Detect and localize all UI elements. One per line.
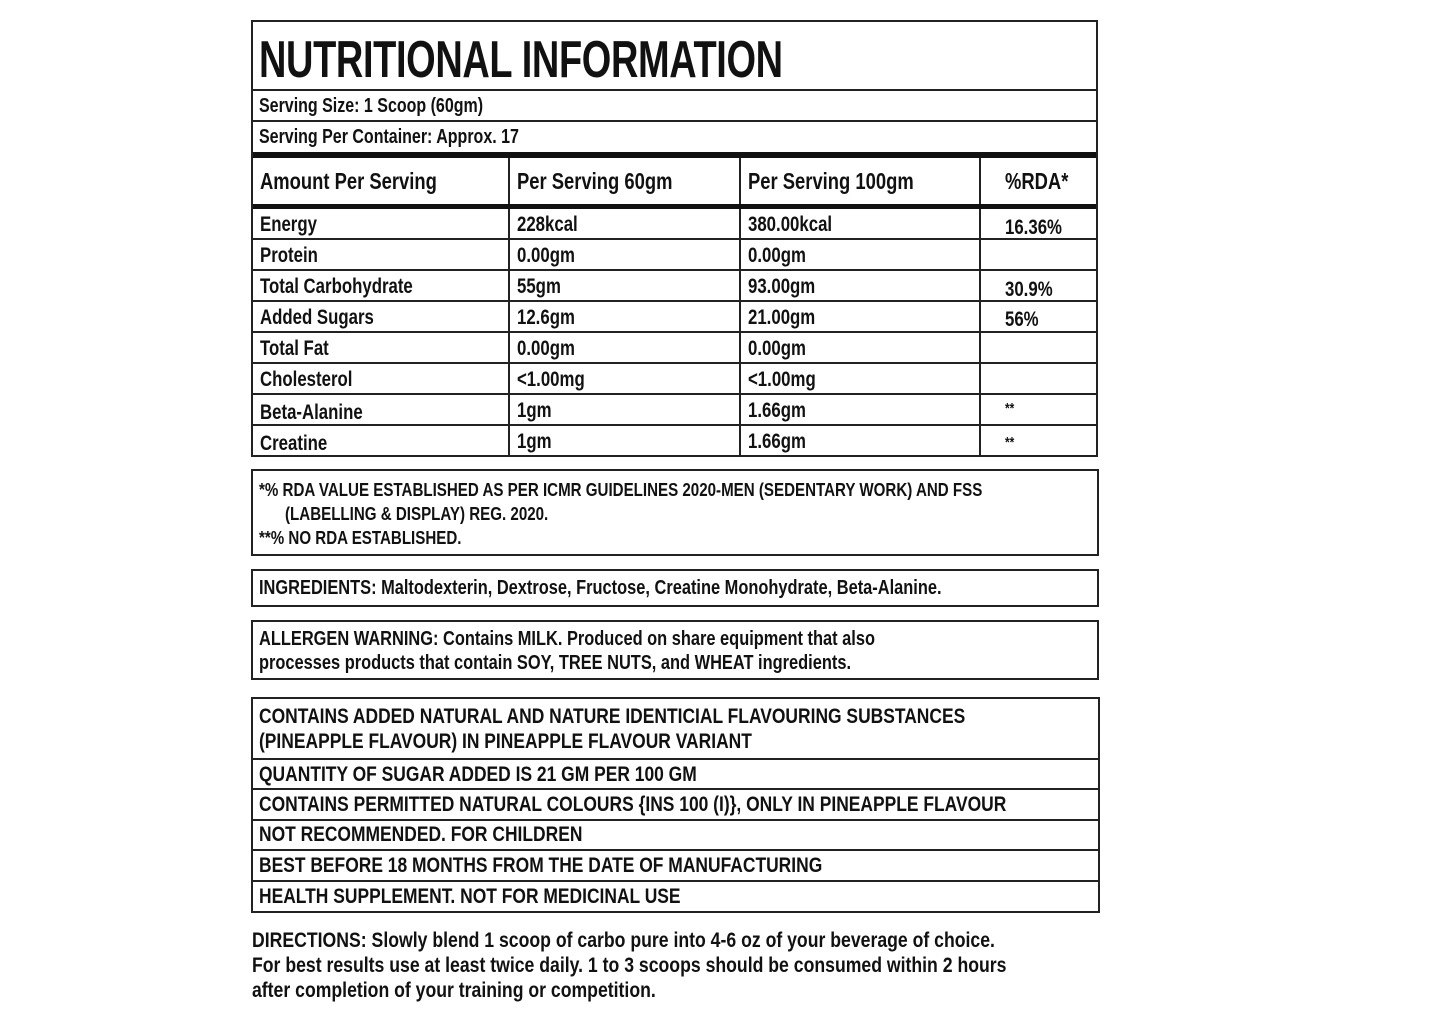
rda-note xyxy=(251,469,1099,556)
table-row xyxy=(253,364,1096,395)
servings-per-container-row xyxy=(253,122,1096,153)
nutrient-name: Total Fat xyxy=(260,337,329,360)
statements-box xyxy=(251,697,1100,913)
nutrient-rda: 16.36% xyxy=(1005,216,1062,239)
statement-colours: CONTAINS PERMITTED NATURAL COLOURS {INS 100 (I)}, ONLY IN PINEAPPLE FLAVOUR xyxy=(253,790,1098,821)
directions-label: DIRECTIONS: xyxy=(252,929,367,952)
table-row xyxy=(253,271,1096,302)
nutrient-per100: 1.66gm xyxy=(748,399,806,422)
nutrient-per60: 12.6gm xyxy=(517,306,575,329)
nutrient-name: Protein xyxy=(260,244,318,267)
statement-flavour: CONTAINS ADDED NATURAL AND NATURE IDENTICIAL FLAVOURING SUBSTANCES (PINEAPPLE FLAVOUR) IN PINEAPPLE FLAVOUR VARIANT xyxy=(253,699,1098,760)
nutrient-name: Added Sugars xyxy=(260,306,374,329)
ingredients-label: INGREDIENTS: xyxy=(259,577,377,599)
statement-best-before: BEST BEFORE 18 MONTHS FROM THE DATE OF MANUFACTURING xyxy=(253,851,1098,882)
servings-per-container: Serving Per Container: Approx. 17 xyxy=(259,126,519,148)
nutrient-per100: <1.00mg xyxy=(748,368,816,391)
rda-note-line3: **% NO RDA ESTABLISHED. xyxy=(259,528,462,548)
serving-size-row xyxy=(253,91,1096,122)
rda-note-line2: (LABELLING & DISPLAY) REG. 2020. xyxy=(285,504,549,524)
directions-line1: DIRECTIONS: Slowly blend 1 scoop of carbo pure into 4-6 oz of your beverage of choice. xyxy=(252,929,995,952)
directions xyxy=(252,928,1132,1003)
nutrition-title-row xyxy=(253,22,1096,91)
directions-line3: after completion of your training or competition. xyxy=(252,979,656,1002)
nutrient-per60: 1gm xyxy=(517,430,552,453)
nutrient-per60: 228kcal xyxy=(517,213,578,236)
nutrient-per60: 55gm xyxy=(517,275,561,298)
nutrition-title: NUTRITIONAL INFORMATION xyxy=(259,31,783,89)
nutrient-rda: 30.9% xyxy=(1005,278,1053,301)
nutrition-panel xyxy=(251,20,1098,457)
table-row xyxy=(253,426,1096,457)
nutrient-per100: 1.66gm xyxy=(748,430,806,453)
header-cell-per60: Per Serving 60gm xyxy=(508,158,739,204)
nutrient-name: Energy xyxy=(260,213,317,236)
ingredients-text xyxy=(259,577,942,600)
statement-sugar: QUANTITY OF SUGAR ADDED IS 21 GM PER 100 GM xyxy=(253,760,1098,790)
table-row xyxy=(253,302,1096,333)
directions-line2: For best results use at least twice daily. 1 to 3 scoops should be consumed within 2 hours xyxy=(252,954,1007,977)
nutrient-name: Total Carbohydrate xyxy=(260,275,413,298)
rda-note-line1: *% RDA VALUE ESTABLISHED AS PER ICMR GUIDELINES 2020-MEN (SEDENTARY WORK) AND FSS xyxy=(259,480,983,500)
nutrient-name: Cholesterol xyxy=(260,368,353,391)
ingredients-list: Maltodexterin, Dextrose, Fructose, Creatine Monohydrate, Beta-Alanine. xyxy=(376,577,942,599)
nutrient-per100: 0.00gm xyxy=(748,337,806,360)
nutrient-per100: 21.00gm xyxy=(748,306,816,329)
nutrient-per60: 0.00gm xyxy=(517,337,575,360)
nutrition-table-header xyxy=(253,158,1096,204)
ingredients-box xyxy=(251,569,1099,607)
nutrient-per100: 380.00kcal xyxy=(748,213,833,236)
nutrient-rda: ** xyxy=(1005,400,1015,417)
allergen-box xyxy=(251,620,1099,680)
nutrient-per100: 93.00gm xyxy=(748,275,816,298)
nutrient-name: Creatine xyxy=(260,432,328,455)
nutrient-per100: 0.00gm xyxy=(748,244,806,267)
allergen-label: ALLERGEN WARNING: xyxy=(259,628,439,650)
table-row xyxy=(253,395,1096,426)
table-row xyxy=(253,209,1096,240)
nutrient-rda: 56% xyxy=(1005,308,1039,331)
allergen-line2: processes products that contain SOY, TREE NUTS, and WHEAT ingredients. xyxy=(259,652,852,674)
nutrient-per60: 1gm xyxy=(517,399,552,422)
serving-size: Serving Size: 1 Scoop (60gm) xyxy=(259,95,484,117)
statement-children: NOT RECOMMENDED. FOR CHILDREN xyxy=(253,821,1098,851)
nutrition-rows xyxy=(253,209,1096,457)
nutrient-per60: <1.00mg xyxy=(517,368,585,391)
statement-health: HEALTH SUPPLEMENT. NOT FOR MEDICINAL USE xyxy=(259,885,681,908)
nutrient-rda: ** xyxy=(1005,434,1015,451)
table-row xyxy=(253,333,1096,364)
nutrient-per60: 0.00gm xyxy=(517,244,575,267)
allergen-line1: ALLERGEN WARNING: Contains MILK. Produced on share equipment that also xyxy=(259,628,875,650)
table-row xyxy=(253,240,1096,271)
header-cell-per100: Per Serving 100gm xyxy=(739,158,979,204)
nutrient-name: Beta-Alanine xyxy=(260,401,363,424)
header-cell-rda: %RDA* xyxy=(979,158,1100,204)
header-cell-amount: Amount Per Serving xyxy=(260,168,437,194)
